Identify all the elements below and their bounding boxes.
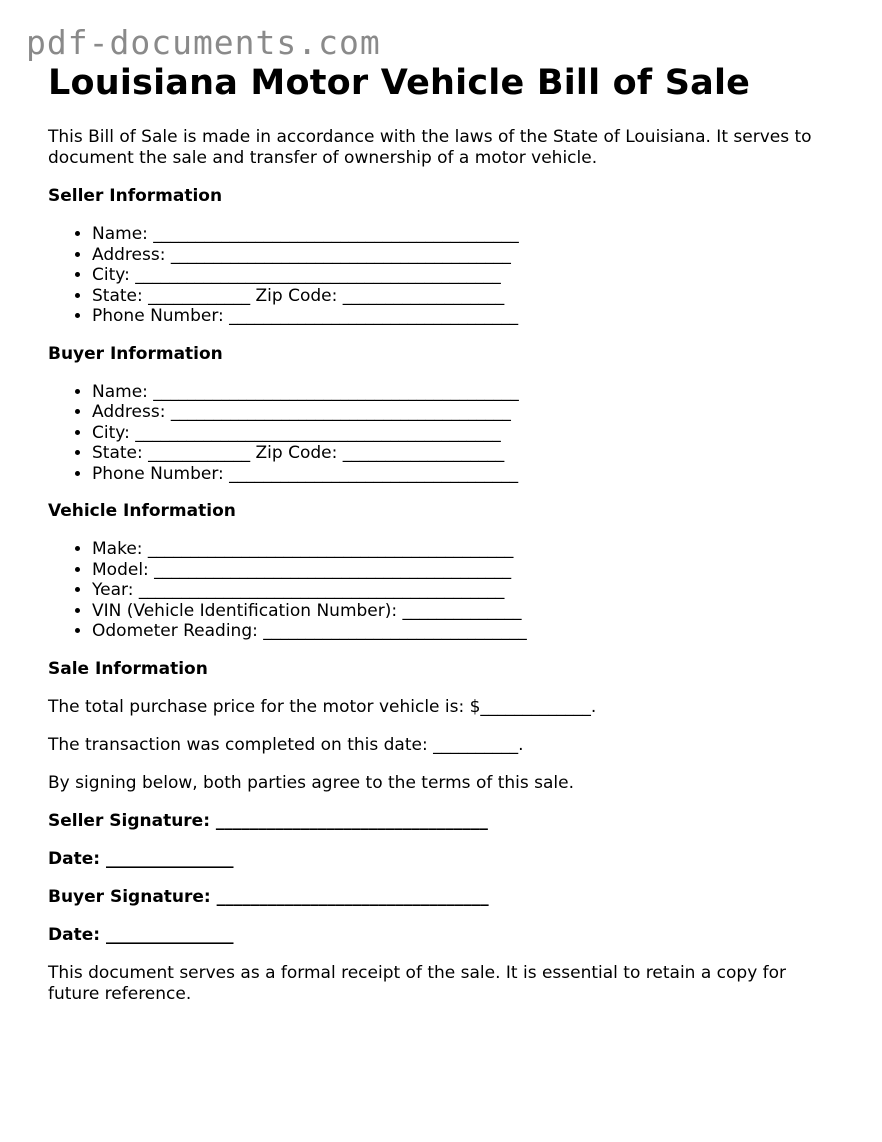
watermark: pdf-documents.com	[26, 23, 381, 62]
document-body	[48, 60, 838, 1005]
transaction-date-line: The transaction was completed on this date: __________.	[48, 734, 524, 755]
buyer-signature-line: Buyer Signature: ________________________________	[48, 886, 489, 907]
vehicle-model-field: • Model: __________________________________________	[92, 560, 838, 581]
seller-state-zip-field: • State: ____________ Zip Code: ___________________	[92, 286, 838, 307]
vehicle-year-field: • Year: ___________________________________________	[92, 580, 838, 601]
buyer-phone-field: • Phone Number: __________________________________	[92, 464, 838, 485]
buyer-name-field: • Name: ___________________________________________	[92, 382, 838, 403]
buyer-address-field: • Address: ________________________________________	[92, 402, 838, 423]
seller-name-field: • Name: ___________________________________________	[92, 224, 838, 245]
buyer-city-field: • City: ___________________________________________	[92, 423, 838, 444]
seller-phone-field: • Phone Number: __________________________________	[92, 306, 838, 327]
agreement-statement: By signing below, both parties agree to the terms of this sale.	[48, 772, 575, 793]
seller-date-line: Date: _______________	[48, 848, 234, 869]
intro-paragraph: This Bill of Sale is made in accordance with the laws of the State of Louisiana. It serves to document the sale and transfer of ownership of a motor vehicle.	[48, 127, 812, 168]
vehicle-fields-list	[48, 539, 838, 642]
vehicle-vin-field: • VIN (Vehicle Identification Number): ______________	[92, 601, 838, 622]
seller-signature-line: Seller Signature: ________________________________	[48, 810, 488, 831]
vehicle-make-field: • Make: ___________________________________________	[92, 539, 838, 560]
seller-fields-list	[48, 224, 838, 327]
buyer-state-zip-field: • State: ____________ Zip Code: ___________________	[92, 443, 838, 464]
buyer-heading: Buyer Information	[48, 343, 223, 364]
page-title: Louisiana Motor Vehicle Bill of Sale	[48, 63, 751, 103]
purchase-price-line: The total purchase price for the motor vehicle is: $_____________.	[48, 696, 597, 717]
sale-heading: Sale Information	[48, 658, 208, 679]
footer-note: This document serves as a formal receipt of the sale. It is essential to retain a copy for future reference.	[48, 962, 787, 1004]
seller-heading: Seller Information	[48, 186, 223, 206]
vehicle-odometer-field: • Odometer Reading: _______________________________	[92, 621, 838, 642]
buyer-fields-list	[48, 382, 838, 485]
seller-address-field: • Address: ________________________________________	[92, 245, 838, 266]
vehicle-heading: Vehicle Information	[48, 501, 236, 521]
seller-city-field: • City: ___________________________________________	[92, 265, 838, 286]
buyer-date-line: Date: _______________	[48, 924, 234, 945]
